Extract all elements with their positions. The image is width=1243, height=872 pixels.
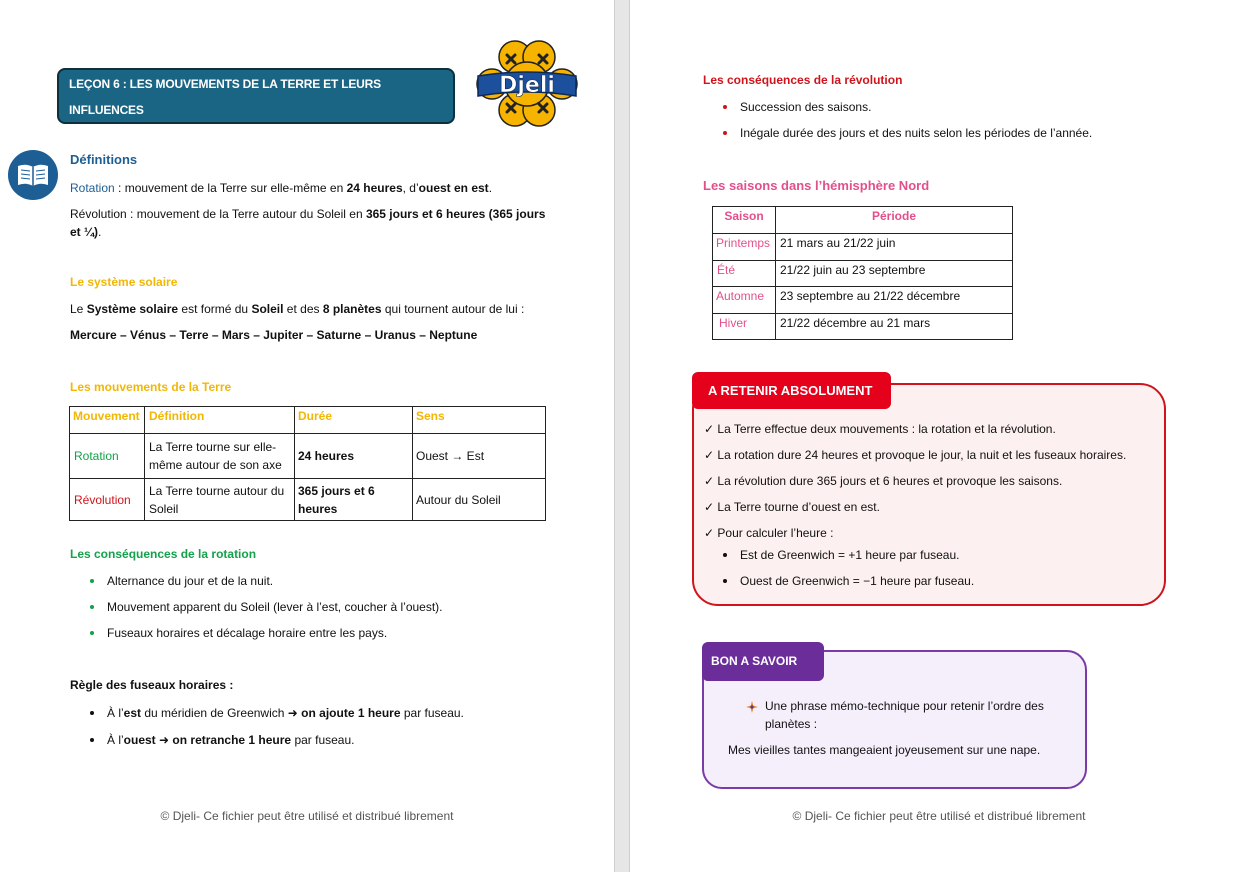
key-points-list	[704, 416, 1164, 546]
table-row	[713, 287, 1013, 314]
key-points-sublist	[703, 546, 1143, 598]
lesson-title-line1: LEÇON 6 : LES MOUVEMENTS DE LA TERRE ET LEURS INFLUENCES	[69, 77, 381, 117]
rotation-consequences-heading: Les conséquences de la rotation	[70, 547, 257, 561]
cell-season-period: 21 mars au 21/22 juin	[776, 234, 1013, 261]
th-periode: Période	[776, 207, 1013, 234]
book-icon	[8, 150, 58, 200]
seasons-table	[712, 206, 1013, 340]
planets-list: Mercure – Vénus – Terre – Mars – Jupiter – Saturne – Uranus – Neptune	[70, 328, 478, 342]
list-item: À l’est du méridien de Greenwich ➜ on ajoute 1 heure par fuseau.	[70, 704, 590, 722]
cell-revolution-sens: Autour du Soleil	[413, 479, 546, 521]
list-item: Ouest de Greenwich = −1 heure par fuseau.	[703, 572, 1143, 590]
mnemonic-phrase: Mes vieilles tantes mangeaient joyeusement sur une nape.	[728, 743, 1041, 757]
table-header-row	[713, 207, 1013, 234]
cell-season-period: 23 septembre au 21/22 décembre	[776, 287, 1013, 314]
cell-season-name: Automne	[713, 287, 776, 314]
movements-heading: Les mouvements de la Terre	[70, 380, 232, 394]
cell-rotation-def: La Terre tourne sur elle-même autour de son axe	[145, 434, 295, 479]
logo-text: Djeli	[499, 73, 555, 98]
cell-season-name: Printemps	[713, 234, 776, 261]
definitions-heading: Définitions	[70, 152, 138, 167]
revolution-consequences-heading: Les conséquences de la révolution	[703, 73, 903, 87]
th-saison: Saison	[713, 207, 776, 234]
key-point: ✓ La révolution dure 365 jours et 6 heures et provoque les saisons.	[704, 474, 1063, 488]
djeli-logo	[472, 38, 582, 130]
key-point: ✓ La Terre effectue deux mouvements : la rotation et la révolution.	[704, 422, 1056, 436]
list-item: Mouvement apparent du Soleil (lever à l’est, coucher à l’ouest).	[70, 598, 590, 616]
timezone-rule-heading: Règle des fuseaux horaires :	[70, 678, 234, 692]
table-row	[713, 261, 1013, 287]
definition-revolution: Révolution : mouvement de la Terre autour du Soleil en 365 jours et 6 heures (365 jours et ¼).	[70, 207, 546, 239]
cell-season-period: 21/22 décembre au 21 mars	[776, 314, 1013, 340]
th-mouvement: Mouvement	[70, 407, 145, 434]
solar-system-heading: Le système solaire	[70, 275, 178, 289]
key-point: ✓ Pour calculer l’heure :	[704, 526, 834, 540]
footer-left: © Djeli- Ce fichier peut être utilisé et distribué librement	[160, 809, 454, 823]
cell-revolution-def: La Terre tourne autour du Soleil	[145, 479, 295, 521]
th-sens: Sens	[413, 407, 546, 434]
list-item: Est de Greenwich = +1 heure par fuseau.	[703, 546, 1143, 564]
table-row	[70, 434, 546, 479]
movements-table	[69, 406, 546, 521]
table-row	[70, 479, 546, 521]
list-item: Alternance du jour et de la nuit.	[70, 572, 590, 590]
cell-rotation-duree: 24 heures	[295, 434, 413, 479]
table-row	[713, 314, 1013, 340]
list-item: Inégale durée des jours et des nuits selon les périodes de l’année.	[703, 124, 1223, 142]
rotation-term: Rotation	[70, 181, 115, 195]
footer-right: © Djeli- Ce fichier peut être utilisé et distribué librement	[792, 809, 1086, 823]
cell-rotation: Rotation	[70, 434, 145, 479]
table-header-row	[70, 407, 546, 434]
seasons-heading: Les saisons dans l’hémisphère Nord	[703, 178, 930, 193]
timezone-rule-list	[70, 704, 590, 757]
key-point: ✓ La rotation dure 24 heures et provoque le jour, la nuit et les fuseaux horaires.	[704, 448, 1127, 462]
th-definition: Définition	[145, 407, 295, 434]
lesson-title-banner	[57, 68, 455, 143]
rotation-consequences-list	[70, 572, 590, 650]
th-duree: Durée	[295, 407, 413, 434]
cell-revolution: Révolution	[70, 479, 145, 521]
lesson-title-line2: SUR LA VIE QUOTIDIENNE	[69, 129, 219, 143]
mnemonic-intro: Une phrase mémo-technique pour retenir l’ordre des planètes :	[765, 699, 1044, 731]
revolution-consequences-list	[703, 98, 1223, 150]
key-point: ✓ La Terre tourne d’ouest en est.	[704, 500, 880, 514]
page-right	[630, 0, 1243, 872]
solar-system-text: Le Système solaire est formé du Soleil et des 8 planètes qui tournent autour de lui :	[70, 302, 525, 316]
cell-rotation-sens: Ouest → Est	[413, 434, 546, 479]
key-points-tab: A RETENIR ABSOLUMENT	[692, 372, 891, 409]
definition-rotation: Rotation : mouvement de la Terre sur elle-même en 24 heures, d’ouest en est.	[70, 181, 493, 195]
cell-season-period: 21/22 juin au 23 septembre	[776, 261, 1013, 287]
cell-revolution-duree: 365 jours et 6 heures	[295, 479, 413, 521]
good-to-know-tab: BON A SAVOIR	[702, 642, 824, 681]
page-gutter	[614, 0, 630, 872]
cell-season-name: Été	[713, 261, 776, 287]
page-left	[0, 0, 614, 872]
table-row	[713, 234, 1013, 261]
sparkle-icon	[746, 700, 758, 712]
cell-season-name: Hiver	[713, 314, 776, 340]
list-item: Fuseaux horaires et décalage horaire entre les pays.	[70, 624, 590, 642]
list-item: Succession des saisons.	[703, 98, 1223, 116]
list-item: À l’ouest ➜ on retranche 1 heure par fuseau.	[70, 731, 590, 749]
